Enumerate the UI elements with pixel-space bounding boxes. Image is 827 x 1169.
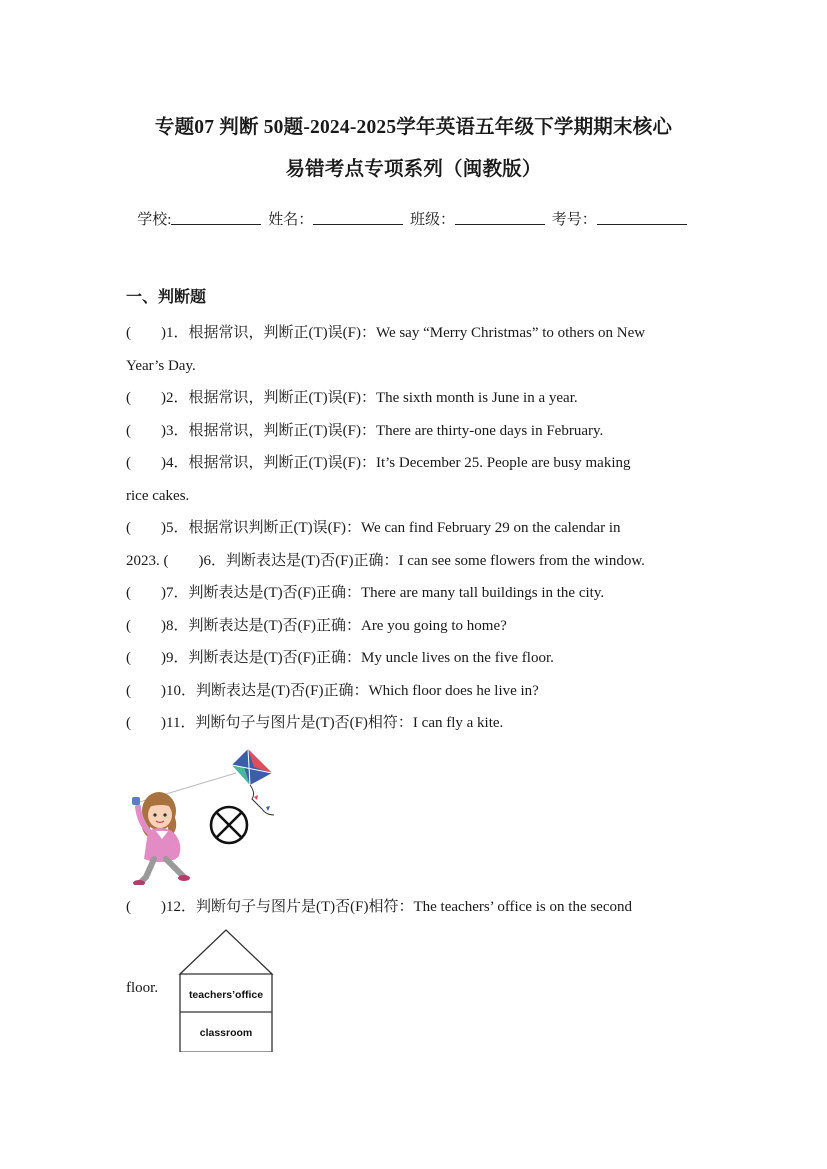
answer-paren[interactable]: ( [126, 585, 131, 601]
section-title: 一、判断题 [126, 289, 207, 306]
class-label: 班级： [409, 212, 455, 228]
question-10 [126, 681, 539, 701]
question-4-cont: rice cakes. [126, 488, 190, 504]
exam-no-blank[interactable] [597, 210, 687, 225]
answer-paren[interactable]: ( [126, 715, 131, 731]
question-8 [126, 616, 507, 636]
question-2 [126, 388, 578, 408]
student-info-row [0, 208, 827, 229]
answer-paren[interactable]: ( [126, 423, 131, 439]
floor-label-bottom: classroom [199, 1027, 253, 1039]
document-title-line1: 专题07 判断 50题-2024-2025学年英语五年级下学期期末核心 [154, 117, 673, 138]
class-blank[interactable] [455, 210, 545, 225]
question-1-cont: Year’s Day. [126, 358, 196, 374]
question-text: )8．判断表达是(T)否(F)正确：Are you going to home? [161, 618, 507, 634]
answer-paren[interactable]: ( [126, 650, 131, 666]
question-5 [126, 518, 621, 538]
school-blank[interactable] [171, 210, 261, 225]
document-title-line2: 易错考点专项系列（闽教版） [285, 159, 542, 180]
question-1 [126, 323, 645, 343]
girl-flying-kite-figure [126, 745, 286, 885]
question-text: )2．根据常识，判断正(T)误(F)：The sixth month is June in a year. [161, 390, 578, 406]
question-text: )4．根据常识，判断正(T)误(F)：It’s December 25. People are busy making [161, 455, 631, 471]
girl-illustration [132, 792, 190, 885]
answer-paren[interactable]: ( [126, 899, 131, 915]
name-label: 姓名： [268, 212, 314, 228]
kite-icon [232, 749, 274, 815]
exam-no-label: 考号： [551, 212, 597, 228]
question-7 [126, 583, 604, 603]
question-text: )1．根据常识，判断正(T)误(F)：We say “Merry Christmas” to others on New [161, 325, 646, 341]
question-text: )10．判断表达是(T)否(F)正确：Which floor does he live in? [161, 683, 539, 699]
question-5-cont-and-6: 2023. ( )6．判断表达是(T)否(F)正确：I can see some flowers from the window. [126, 553, 645, 569]
question-text: )5．根据常识判断正(T)误(F)：We can find February 29 on the calendar in [161, 520, 621, 536]
answer-paren[interactable]: ( [126, 455, 131, 471]
question-text: )12．判断句子与图片是(T)否(F)相符：The teachers’ office is on the second [161, 899, 632, 915]
question-text: )11．判断句子与图片是(T)否(F)相符：I can fly a kite. [161, 715, 504, 731]
question-text: )7．判断表达是(T)否(F)正确：There are many tall buildings in the city. [161, 585, 605, 601]
answer-paren[interactable]: ( [126, 683, 131, 699]
name-blank[interactable] [313, 210, 403, 225]
question-9 [126, 648, 554, 668]
question-12-cont: floor. [126, 980, 159, 996]
question-11 [126, 713, 503, 733]
question-text: )3．根据常识，判断正(T)误(F)：There are thirty-one days in February. [161, 423, 604, 439]
answer-paren[interactable]: ( [126, 390, 131, 406]
floor-label-top: teachers’office [188, 989, 264, 1001]
school-label: 学校: [137, 212, 172, 228]
answer-paren[interactable]: ( [126, 618, 131, 634]
wrong-mark-icon [211, 807, 247, 843]
answer-paren[interactable]: ( [126, 520, 131, 536]
question-12 [126, 897, 632, 917]
question-3 [126, 421, 603, 441]
question-4 [126, 453, 631, 473]
question-text: )9．判断表达是(T)否(F)正确：My uncle lives on the five floor. [161, 650, 554, 666]
answer-paren[interactable]: ( [126, 325, 131, 341]
